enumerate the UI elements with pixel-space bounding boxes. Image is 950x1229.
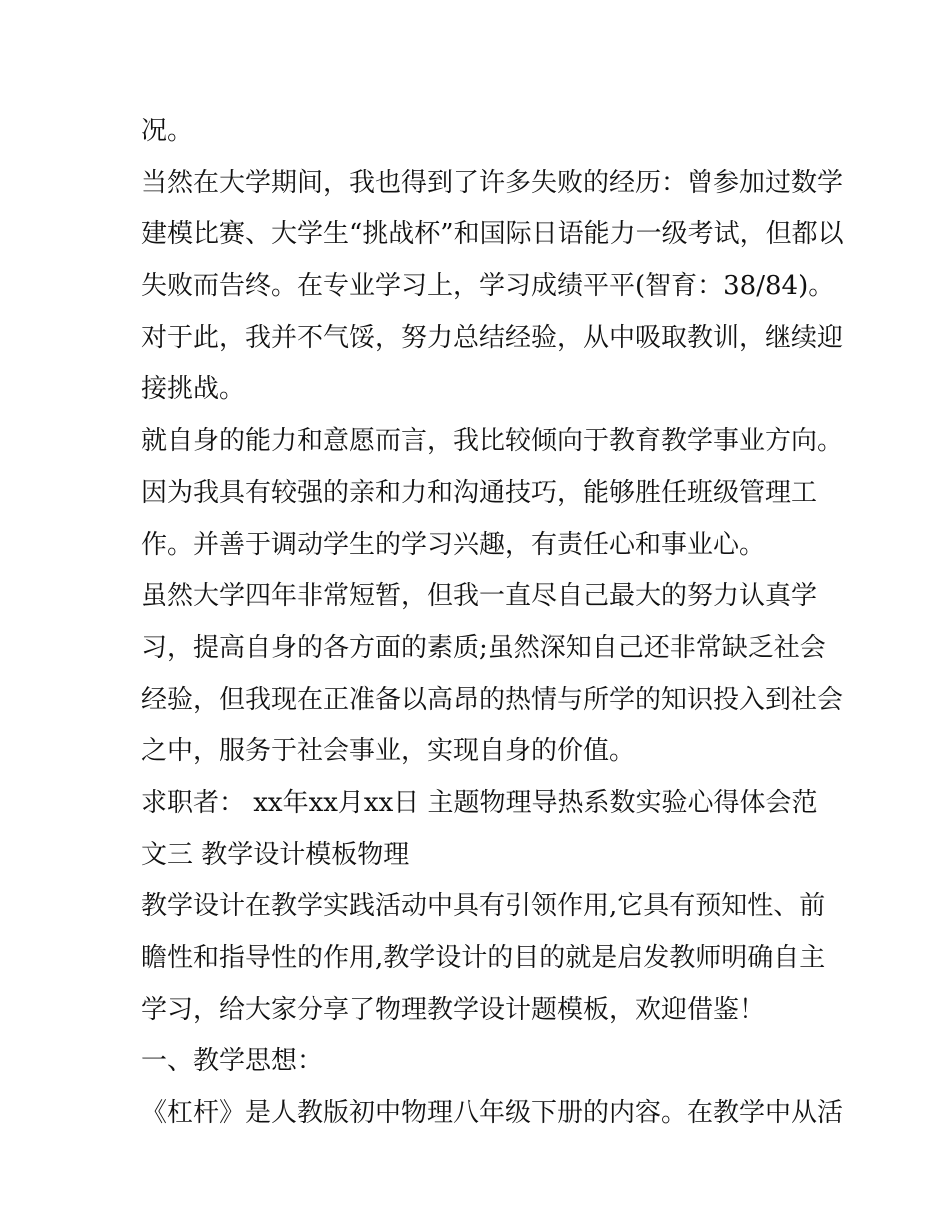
text-line: 一、教学思想：	[141, 1046, 324, 1077]
text-line: 学习，给大家分享了物理教学设计题模板，欢迎借鉴！	[141, 994, 766, 1025]
text-line: 对于此，我并不气馁，努力总结经验，从中吸取教训，继续迎	[141, 322, 844, 353]
text-line: 习，提高自身的各方面的素质;虽然深知自己还非常缺乏社会	[141, 632, 826, 663]
text-line: 失败而告终。在专业学习上，学习成绩平平(智育：38/84)。	[141, 271, 835, 302]
text-line: 作。并善于调动学生的学习兴趣，有责任心和事业心。	[141, 529, 766, 560]
text-line: 况。	[141, 116, 194, 146]
text-line: 教学设计在教学实践活动中具有引领作用,它具有预知性、前	[141, 891, 826, 922]
text-line: 就自身的能力和意愿而言，我比较倾向于教育教学事业方向。	[141, 426, 844, 457]
text-line: 瞻性和指导性的作用,教学设计的目的就是启发教师明确自主	[141, 943, 826, 973]
text-line: 《杠杆》是人教版初中物理八年级下册的内容。在教学中从活	[141, 1098, 844, 1129]
text-line: 之中，服务于社会事业，实现自身的价值。	[141, 736, 636, 767]
text-line: 接挑战。	[141, 374, 246, 405]
text-line: 因为我具有较强的亲和力和沟通技巧，能够胜任班级管理工	[141, 477, 818, 508]
text-line: 当然在大学期间，我也得到了许多失败的经历：曾参加过数学	[141, 167, 844, 198]
text-line: 建模比赛、大学生“挑战杯”和国际日语能力一级考试，但都以	[141, 219, 844, 250]
text-line: 文三 教学设计模板物理	[141, 839, 410, 870]
text-line: 虽然大学四年非常短暂，但我一直尽自己最大的努力认真学	[141, 581, 818, 612]
text-line: 经验，但我现在正准备以高昂的热情与所学的知识投入到社会	[141, 684, 844, 715]
text-line: 求职者： xx年xx月xx日 主题物理导热系数实验心得体会范	[141, 787, 818, 818]
document-body	[141, 106, 844, 1140]
